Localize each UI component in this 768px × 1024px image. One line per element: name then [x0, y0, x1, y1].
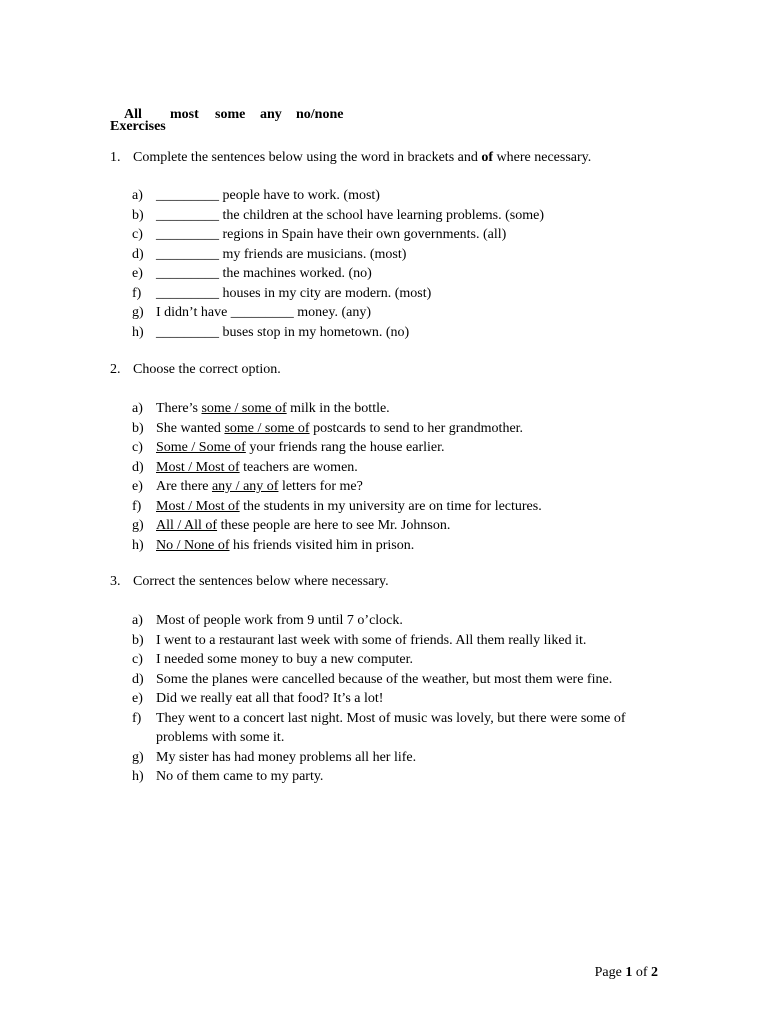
item-post: milk in the bottle. — [286, 401, 390, 416]
list-item — [132, 264, 652, 284]
item-label: f) — [132, 285, 142, 301]
item-label: d) — [132, 671, 144, 687]
item-label: f) — [132, 710, 142, 726]
item-text: _________ my friends are musicians. (most) — [156, 246, 407, 262]
item-label: c) — [132, 652, 143, 667]
question-number: 2. — [110, 362, 121, 377]
item-label: e) — [132, 266, 143, 281]
item-pre: There’s — [156, 401, 202, 416]
list-item — [132, 245, 652, 265]
list-item — [132, 497, 652, 517]
question-text-after: where necessary. — [493, 150, 592, 165]
item-post: his friends visited him in prison. — [229, 537, 415, 553]
question-text: Correct the sentences below where necessary. — [133, 574, 389, 589]
item-label: b) — [132, 207, 144, 223]
item-text: I went to a restaurant last week with some of friends. All them really liked it. — [156, 632, 587, 648]
list-item — [132, 303, 652, 323]
question-bold-word: of — [481, 150, 494, 165]
question-number: 3. — [110, 574, 121, 589]
item-text: _________ the children at the school have learning problems. (some) — [156, 207, 545, 223]
question-text-before: Complete the sentences below using the word in brackets and — [133, 150, 482, 165]
item-label: h) — [132, 537, 144, 553]
of-word: of — [635, 965, 648, 980]
list-item — [132, 516, 652, 536]
list-item — [132, 458, 652, 478]
heading-any: any — [260, 106, 282, 122]
list-item — [132, 284, 652, 304]
item-text: No of them came to my party. — [156, 769, 324, 784]
item-label: e) — [132, 691, 143, 706]
item-post: these people are here to see Mr. Johnson. — [217, 518, 451, 533]
list-item — [132, 767, 652, 787]
list-item — [132, 650, 652, 670]
item-text: Did we really eat all that food? It’s a lot! — [156, 691, 384, 706]
item-post: teachers are women. — [239, 459, 358, 475]
list-item — [132, 477, 652, 497]
option-choice: Some / Some of — [156, 440, 246, 455]
item-pre: She wanted — [156, 420, 225, 436]
question-text: Choose the correct option. — [133, 362, 281, 377]
question-3 — [110, 572, 710, 592]
list-item — [132, 611, 652, 631]
option-choice: All / All of — [156, 518, 218, 533]
item-label: g) — [132, 518, 144, 533]
item-label: b) — [132, 420, 144, 436]
item-post: postcards to send to her grandmother. — [309, 420, 524, 436]
item-label: b) — [132, 632, 144, 648]
list-item — [132, 206, 652, 226]
item-label: h) — [132, 324, 144, 340]
item-text: I didn’t have _________ money. (any) — [156, 305, 372, 320]
question-2 — [110, 360, 710, 380]
question-1 — [110, 148, 710, 168]
list-item — [132, 748, 652, 768]
list-item — [132, 689, 652, 709]
list-item — [132, 631, 652, 651]
list-item — [132, 186, 652, 206]
heading-none: no/none — [296, 106, 344, 122]
item-text: _________ people have to work. (most) — [156, 188, 380, 203]
list-item — [132, 323, 652, 343]
page-word: Page — [594, 965, 622, 980]
question-1-list — [132, 186, 652, 342]
item-post: the students in my university are on time for lectures. — [239, 498, 542, 514]
question-2-list — [132, 399, 652, 555]
list-item — [132, 438, 652, 458]
list-item — [132, 419, 652, 439]
item-text: _________ the machines worked. (no) — [156, 266, 372, 281]
item-label: a) — [132, 401, 143, 416]
item-text: I needed some money to buy a new computer. — [156, 652, 413, 667]
item-label: c) — [132, 227, 143, 242]
heading-some: some — [215, 106, 246, 122]
list-item — [132, 709, 652, 748]
item-label: g) — [132, 305, 144, 320]
item-pre: Are there — [156, 479, 212, 494]
item-label: d) — [132, 246, 144, 262]
section-heading: Exercises — [110, 119, 166, 134]
item-text: Most of people work from 9 until 7 o’clock. — [156, 613, 403, 628]
option-choice: some / some of — [201, 401, 287, 416]
list-item — [132, 536, 652, 556]
item-label: f) — [132, 498, 142, 514]
item-text: _________ regions in Spain have their own governments. (all) — [156, 227, 507, 242]
item-text: _________ buses stop in my hometown. (no) — [156, 324, 410, 340]
list-item — [132, 399, 652, 419]
option-choice: some / some of — [224, 420, 310, 436]
item-label: a) — [132, 613, 143, 628]
option-choice: No / None of — [156, 537, 230, 553]
item-label: h) — [132, 769, 144, 784]
question-3-list — [132, 611, 652, 787]
option-choice: Most / Most of — [156, 459, 240, 475]
option-choice: Most / Most of — [156, 498, 240, 514]
item-text: _________ houses in my city are modern. (most) — [156, 285, 432, 301]
list-item — [132, 670, 652, 690]
list-item — [132, 225, 652, 245]
item-label: c) — [132, 440, 143, 455]
page-total: 2 — [651, 965, 658, 980]
item-label: a) — [132, 188, 143, 203]
item-label: d) — [132, 459, 144, 475]
item-text: They went to a concert last night. Most of music was lovely, but there were some of problems with some it. — [156, 710, 626, 745]
item-label: g) — [132, 749, 144, 765]
page-number: 1 — [625, 965, 633, 980]
item-post: your friends rang the house earlier. — [245, 440, 445, 455]
item-text: Some the planes were cancelled because of the weather, but most them were fine. — [156, 671, 613, 687]
heading-all: All — [124, 106, 142, 122]
heading-most: most — [170, 106, 199, 122]
item-post: letters for me? — [278, 479, 363, 494]
item-label: e) — [132, 479, 143, 494]
question-number: 1. — [110, 150, 121, 165]
item-text: My sister has had money problems all her life. — [156, 749, 417, 765]
option-choice: any / any of — [211, 479, 279, 494]
page-footer — [595, 963, 658, 983]
